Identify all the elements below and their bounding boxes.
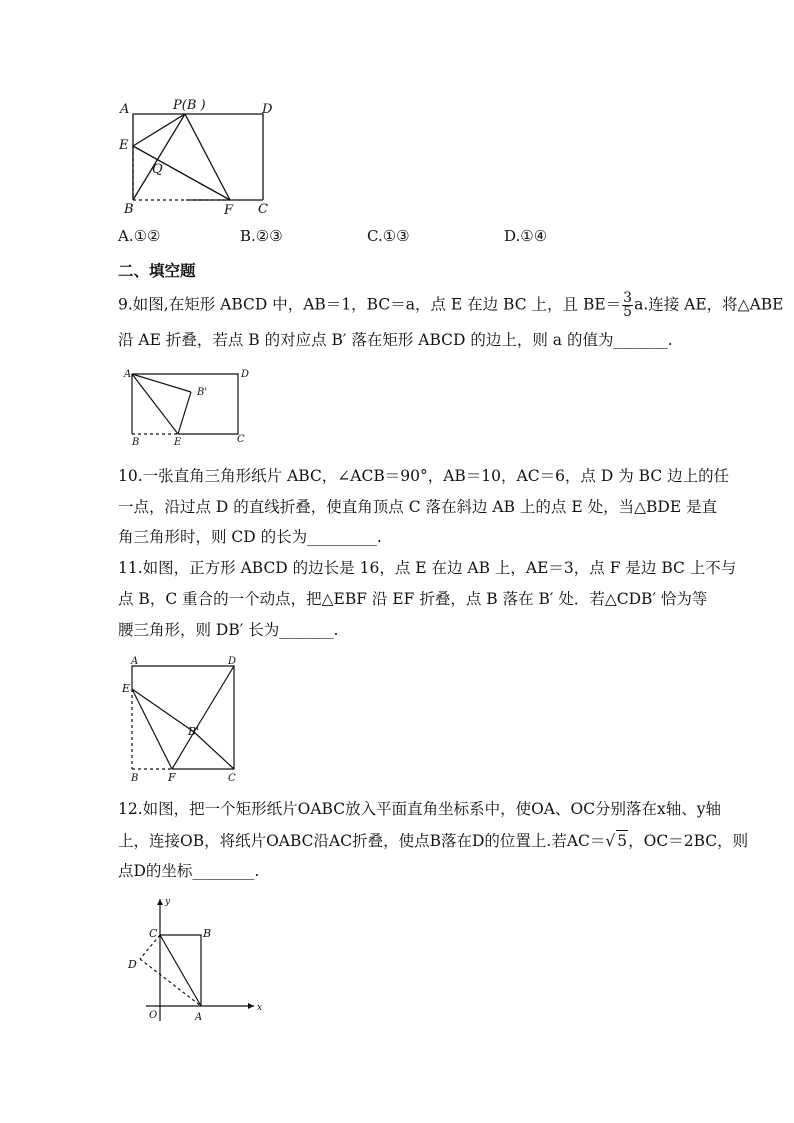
q12-sqrt-sign: √: [605, 832, 616, 850]
q11-line-1: 11.如图，正方形 ABCD 的边长是 16，点 E 在边 AB 上，AE＝3，点 F 是边 BC 上不与: [118, 559, 737, 577]
q11-label-a: A: [131, 656, 139, 667]
q8-label-d: D: [262, 102, 273, 117]
q10-line-2: 一点，沿过点 D 的直线折叠，使直角顶点 C 落在斜边 AB 上的点 E 处，当△BDE 是直: [118, 498, 718, 516]
q12-line-3: 点D的坐标________.: [118, 862, 260, 880]
q8-option-d: D.①④: [504, 227, 548, 245]
q9-seg-ae: [132, 374, 178, 434]
q9-label-bp: B': [197, 387, 208, 398]
q9-text-1b: a.连接 AE，将△ABE: [634, 295, 784, 314]
q12-line-1: 12.如图，把一个矩形纸片OABC放入平面直角坐标系中，使OA、OC分别落在x轴、y轴: [118, 800, 722, 818]
q10-line-1: 10.一张直角三角形纸片 ABC，∠ACB＝90°，AB＝10，AC＝6，点 D 为 BC 边上的任: [118, 467, 730, 485]
q8-label-c: C: [258, 202, 268, 217]
q11-seg-eb1: [132, 689, 194, 732]
q9-rect: [132, 374, 238, 434]
q9-label-d: D: [241, 369, 250, 380]
q9-seg-b1e: [178, 392, 191, 434]
q12-label-b: B: [203, 927, 212, 940]
q11-line-3: 腰三角形，则 DB′ 长为_______.: [118, 621, 339, 639]
q11-seg-cb1: [194, 732, 234, 769]
q12-label-o: O: [149, 1010, 158, 1021]
q11-label-f: F: [168, 771, 176, 784]
q8-label-q: Q: [152, 162, 163, 177]
q12-seg-ca: [160, 935, 201, 1006]
q9-figure: [118, 366, 258, 450]
q12-label-a: A: [195, 1012, 203, 1023]
q9-frac-den: 5: [623, 304, 633, 320]
q10-line-3: 角三角形时，则 CD 的长为_________.: [118, 528, 382, 546]
q9-label-c: C: [237, 434, 245, 445]
q8-seg-pe: [133, 114, 185, 146]
q12-label-y: y: [165, 897, 171, 907]
q8-figure: [118, 96, 278, 221]
q8-option-a: A.①②: [118, 227, 161, 245]
q12-x-arrow: [248, 1003, 254, 1009]
q12-line-2: [118, 830, 748, 851]
q11-line-2: 点 B，C 重合的一个动点，把△EBF 沿 EF 折叠，点 B 落在 B′ 处．若△CDB′ 恰为等: [118, 590, 708, 608]
q8-option-b: B.②③: [240, 227, 283, 245]
q9-line-2: 沿 AE 折叠，若点 B 的对应点 B′ 落在矩形 ABCD 的边上，则 a 的值为_______.: [118, 331, 673, 349]
q9-label-b: B: [132, 437, 140, 448]
q11-label-d: D: [228, 656, 237, 667]
q8-seg-pb: [133, 114, 185, 200]
q9-label-a: A: [124, 369, 132, 380]
q11-label-e: E: [122, 682, 131, 695]
q12-label-d: D: [128, 958, 137, 971]
q9-label-e: E: [174, 437, 182, 448]
q8-label-e: E: [119, 138, 129, 153]
q9-text-1a: 9.如图,在矩形 ABCD 中，AB＝1，BC＝a，点 E 在边 BC 上，且 BE＝: [118, 295, 622, 314]
q9-line-1: [118, 292, 784, 319]
q12-figure: [118, 893, 268, 1023]
section-title: 二、填空题: [118, 261, 196, 280]
q11-square: [132, 666, 234, 769]
q11-label-bp: B': [188, 725, 200, 738]
q9-frac-num: 3: [623, 290, 633, 306]
q8-option-c: C.①③: [367, 227, 410, 245]
q12-seg-da: [140, 959, 201, 1006]
q12-y-arrow: [157, 899, 163, 905]
q11-seg-ef: [132, 689, 172, 769]
q11-figure: [118, 654, 248, 784]
q8-label-a: A: [120, 102, 130, 117]
q8-label-b: B: [124, 202, 134, 217]
q12-text-2b: ，OC＝2BC，则: [628, 832, 749, 850]
q9-fraction: [622, 292, 633, 319]
q12-label-c: C: [149, 927, 158, 940]
q8-label-p: P(B ): [173, 98, 206, 113]
q11-label-b: B: [131, 773, 139, 784]
q12-sqrt-value: 5: [617, 832, 628, 850]
q12-text-2a: 上，连接OB，将纸片OABC沿AC折叠，使点B落在D的位置上.若AC＝: [118, 832, 606, 850]
q12-label-x: x: [257, 1003, 263, 1013]
q8-label-f: F: [224, 203, 234, 218]
q11-label-c: C: [228, 773, 236, 784]
q11-seg-db1: [194, 666, 234, 732]
q9-seg-ab1: [132, 374, 191, 392]
